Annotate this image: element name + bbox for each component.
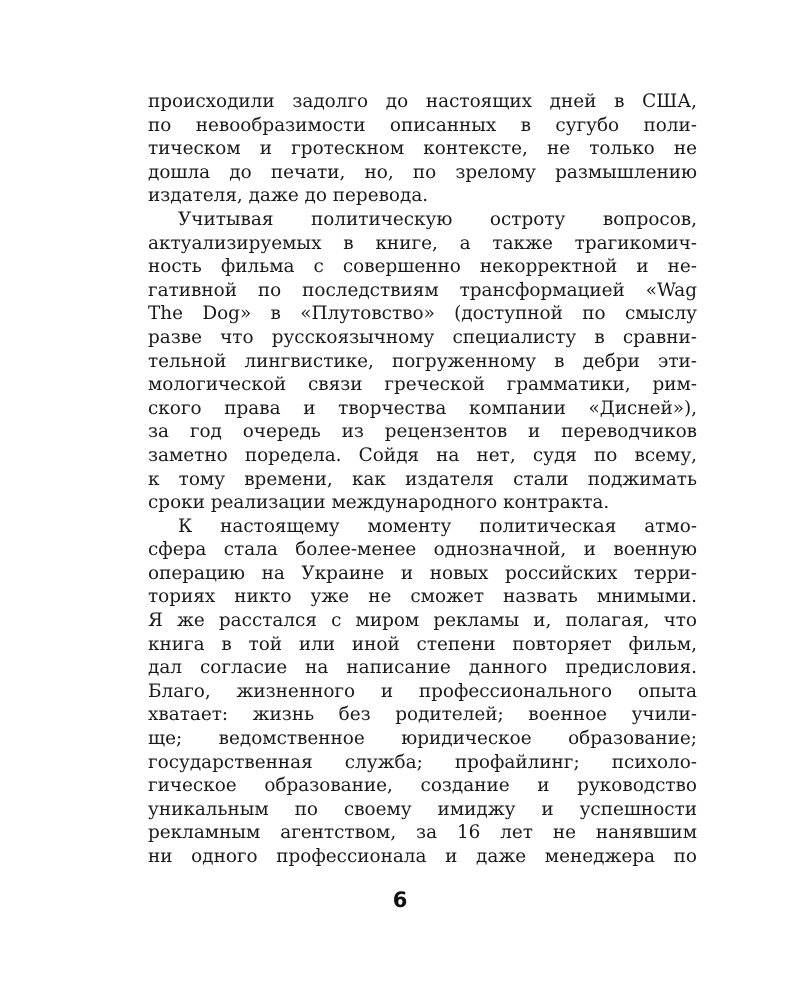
text-line: дошла до печати, но, по зрелому размышлению <box>148 161 697 183</box>
text-line: государственная служба; профайлинг; психоло- <box>148 751 697 773</box>
body-text <box>148 90 697 869</box>
text-line: тическом и гротескном контексте, не только не <box>148 138 697 160</box>
text-line: хватает: жизнь без родителей; военное учили- <box>148 704 697 726</box>
text-line: ще; ведомственное юридическое образование; <box>148 728 697 750</box>
text-line: издателя, даже до перевода. <box>148 185 429 207</box>
text-line: ни одного профессионала и даже менеджера по <box>148 846 697 867</box>
text-line: книга в той или иной степени повторяет фильм, <box>148 633 697 655</box>
text-line: операцию на Украине и новых российских терри- <box>148 562 697 584</box>
text-line: ского права и творчества компании «Дисней»), <box>148 397 697 419</box>
text-line: по невообразимости описанных в сугубо поли- <box>148 114 697 136</box>
text-line: заметно поредела. Сойдя на нет, судя по всему, <box>148 444 697 466</box>
text-line: The Dog» в «Плутовство» (доступной по смыслу <box>148 303 697 325</box>
text-line: К настоящему моменту политическая атмо- <box>178 515 697 537</box>
text-line: актуализируемых в книге, а также трагикомич- <box>148 232 697 254</box>
text-line: рекламным агентством, за 16 лет не нанявшим <box>148 822 697 844</box>
text-line: происходили задолго до настоящих дней в США, <box>148 91 697 112</box>
text-line: за год очередь из рецензентов и переводчиков <box>148 421 697 443</box>
text-line: сроки реализации международного контракта. <box>148 492 610 514</box>
text-line: разве что русскоязычному специалисту в сравни- <box>148 326 697 348</box>
text-line: сфера стала более-менее однозначной, и военную <box>148 539 697 561</box>
text-line: дал согласие на написание данного предисловия. <box>148 657 697 679</box>
text-line: Благо, жизненного и профессионального опыта <box>148 680 697 702</box>
text-line: к тому времени, как издателя стали поджимать <box>148 468 697 490</box>
page-number: 6 <box>392 888 408 912</box>
text-line: мологической связи греческой грамматики, рим- <box>148 374 697 396</box>
text-line: Я же расстался с миром рекламы и, полагая, что <box>148 610 697 632</box>
text-line: ность фильма с совершенно некорректной и не- <box>148 256 697 278</box>
text-line: ториях никто уже не сможет назвать мнимыми. <box>148 586 697 608</box>
text-line: гическое образование, создание и руководство <box>148 775 697 797</box>
text-line: гативной по последствиям трансформацией «Wag <box>148 279 697 301</box>
text-line: тельной лингвистике, погруженному в дебри эти- <box>148 350 697 372</box>
text-line: Учитывая политическую остроту вопросов, <box>178 208 697 230</box>
text-line: уникальным по своему имиджу и успешности <box>148 798 697 820</box>
